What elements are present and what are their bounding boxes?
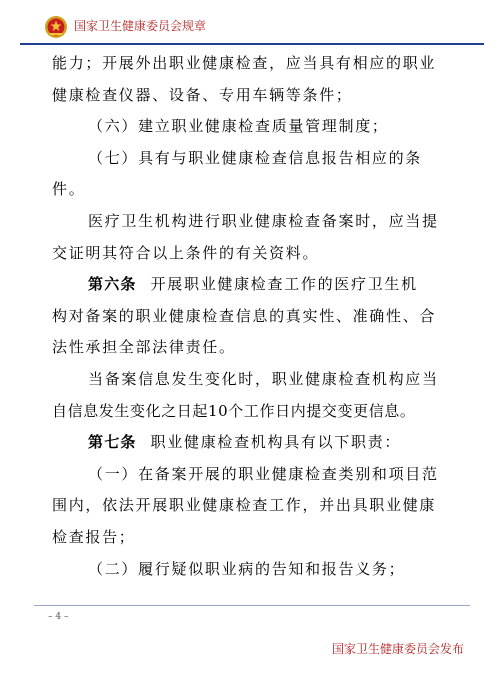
- article-6-line: [52, 269, 464, 301]
- body-line: 交证明其符合以上条件的有关资料。: [52, 243, 320, 262]
- body-line: （二）履行疑似职业病的告知和报告义务；: [88, 559, 406, 578]
- national-emblem-icon: [44, 15, 68, 39]
- body-line: 检查报告；: [52, 527, 136, 546]
- body-line: 当备案信息发生变化时，职业健康检查机构应当: [88, 369, 439, 388]
- body-line: 构对备案的职业健康检查信息的真实性、准确性、合: [52, 306, 437, 325]
- page-number: – 4 –: [48, 612, 69, 622]
- article-7-heading: 第七条: [88, 433, 137, 452]
- body-line: （六）建立职业健康检查质量管理制度；: [88, 117, 389, 136]
- header-rule: [20, 43, 484, 45]
- footer-publisher: 国家卫生健康委员会发布: [331, 642, 464, 656]
- body-line: 件。: [52, 180, 86, 199]
- article-7-line: [52, 427, 464, 459]
- footer-rule: [34, 605, 470, 606]
- article-6-text: 开展职业健康检查工作的医疗卫生机: [150, 275, 418, 294]
- body-line: 能力；开展外出职业健康检查，应当具有相应的职业: [52, 54, 437, 72]
- body-line: （一）在备案开展的职业健康检查类别和项目范: [88, 464, 439, 483]
- document-body: [52, 48, 464, 585]
- article-6-heading: 第六条: [88, 275, 137, 294]
- header-title: 国家卫生健康委员会规章: [74, 19, 207, 33]
- article-7-text: 职业健康检查机构具有以下职责：: [150, 433, 402, 452]
- page-header: [20, 8, 484, 44]
- body-line: 法性承担全部法律责任。: [52, 338, 236, 357]
- body-line: 围内，依法开展职业健康检查工作，并出具职业健康: [52, 496, 437, 515]
- body-line: 医疗卫生机构进行职业健康检查备案时，应当提: [88, 211, 439, 230]
- body-line: 健康检查仪器、设备、专用车辆等条件；: [52, 85, 353, 104]
- body-line: 自信息发生变化之日起10个工作日内提交变更信息。: [52, 401, 416, 420]
- body-line: （七）具有与职业健康检查信息报告相应的条: [88, 148, 423, 167]
